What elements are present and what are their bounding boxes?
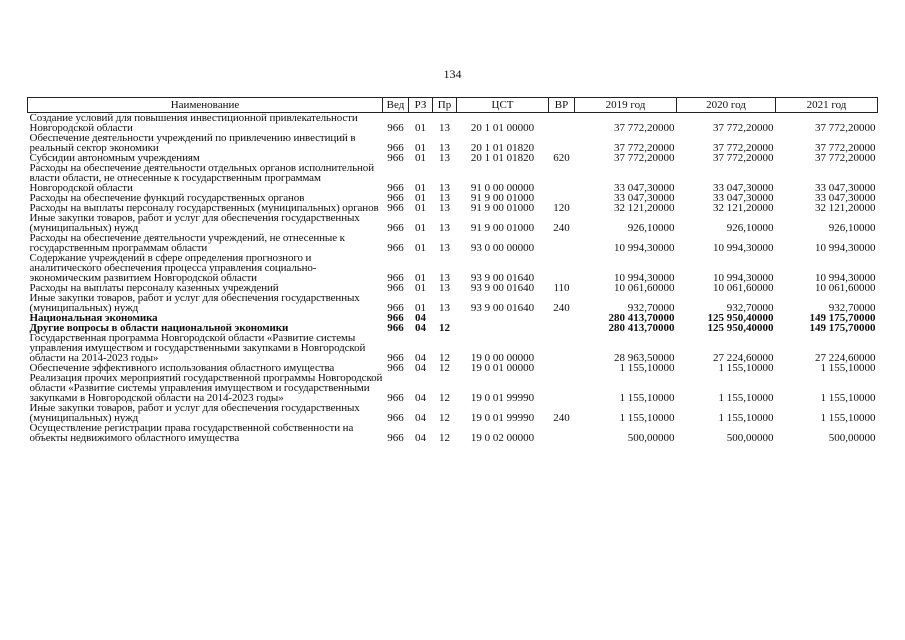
- cell-cst: 93 9 00 01640: [470, 302, 535, 314]
- header-2020: 2020 год: [677, 98, 776, 113]
- cell-rz: 01: [415, 242, 426, 254]
- cell-rz: 01: [415, 192, 426, 204]
- cell-2020: 10 994,30000: [713, 272, 774, 284]
- cell-cst: 91 9 00 01000: [470, 192, 535, 204]
- cell-2020: 932,70000: [726, 302, 774, 314]
- cell-2019: 926,10000: [627, 222, 675, 234]
- cell-2021: 37 772,20000: [815, 142, 876, 154]
- cell-vr: 240: [553, 222, 570, 234]
- cell-vr: [549, 423, 575, 443]
- cell-ved: 966: [387, 352, 404, 364]
- table-row: [28, 233, 878, 253]
- cell-2021: 10 061,60000: [815, 282, 876, 294]
- cell-vr: [549, 363, 575, 373]
- cell-rz: 04: [415, 352, 426, 364]
- cell-2020: 27 224,60000: [713, 352, 774, 364]
- cell-ved: 966: [387, 412, 404, 424]
- cell-ved: 966: [387, 432, 404, 444]
- cell-pr: 13: [439, 152, 450, 164]
- cell-vr: 620: [553, 152, 570, 164]
- cell-2021: 33 047,30000: [815, 192, 876, 204]
- cell-2019: 33 047,30000: [614, 182, 675, 194]
- header-rz: РЗ: [409, 98, 433, 113]
- cell-name: Создание условий для повышения инвестиционной привлекательности Новгородской области: [29, 112, 358, 134]
- cell-ved: 966: [387, 322, 404, 334]
- table-row: [28, 403, 878, 423]
- cell-2019: 37 772,20000: [614, 152, 675, 164]
- cell-cst: [457, 323, 549, 333]
- cell-pr: 12: [439, 412, 450, 424]
- cell-cst: 91 0 00 00000: [470, 182, 535, 194]
- cell-cst: 91 9 00 01000: [470, 202, 535, 214]
- cell-ved: 966: [387, 182, 404, 194]
- cell-name: Иные закупки товаров, работ и услуг для обеспечения государственных (муниципальных) нужд: [29, 402, 360, 424]
- cell-2020: 33 047,30000: [713, 182, 774, 194]
- cell-rz: 01: [415, 222, 426, 234]
- cell-cst: 91 9 00 01000: [470, 222, 535, 234]
- cell-ved: 966: [387, 242, 404, 254]
- cell-2019: 932,70000: [627, 302, 675, 314]
- cell-vr: [549, 133, 575, 153]
- cell-2021: 149 175,70000: [809, 312, 876, 324]
- cell-vr: [549, 313, 575, 323]
- cell-2020: 1 155,10000: [718, 362, 774, 374]
- table-header-row: [28, 98, 878, 113]
- cell-ved: 966: [387, 302, 404, 314]
- cell-2019: 10 061,60000: [614, 282, 675, 294]
- cell-name: Расходы на выплаты персоналу государственных (муниципальных) органов: [29, 202, 379, 214]
- cell-cst: 20 1 01 01820: [470, 142, 535, 154]
- cell-ved: 966: [387, 142, 404, 154]
- cell-vr: [549, 233, 575, 253]
- cell-rz: 01: [415, 302, 426, 314]
- cell-ved: 966: [387, 222, 404, 234]
- table-row: [28, 133, 878, 153]
- header-ved: Вед: [383, 98, 409, 113]
- cell-name: Реализация прочих мероприятий государственной программы Новгородской области «Развитие системы управления имуществом и государственными закупками в Новгородской области на 2014-2023 годы»: [29, 372, 383, 404]
- cell-name: Государственная программа Новгородской области «Развитие системы управления имуществом и государственными закупками в Новгородской области на 2014-2023 годы»: [29, 332, 366, 364]
- cell-rz: 04: [415, 392, 426, 404]
- cell-2021: 10 994,30000: [815, 272, 876, 284]
- cell-rz: 01: [415, 152, 426, 164]
- cell-name: Содержание учреждений в сфере определения прогнозного и аналитического обеспечения процесса управления социально-экономическим развитием Новгородской области: [29, 252, 317, 284]
- cell-2019: 28 963,50000: [614, 352, 675, 364]
- cell-2020: 37 772,20000: [713, 152, 774, 164]
- cell-pr: 13: [439, 282, 450, 294]
- cell-2020: 926,10000: [726, 222, 774, 234]
- cell-rz: 04: [415, 312, 426, 324]
- cell-name: Обеспечение деятельности учреждений по привлечению инвестиций в реальный сектор экономики: [29, 132, 356, 154]
- cell-ved: 966: [387, 192, 404, 204]
- cell-2019: 280 413,70000: [608, 312, 675, 324]
- cell-2021: 500,00000: [828, 432, 876, 444]
- header-2019: 2019 год: [575, 98, 677, 113]
- table-row: [28, 163, 878, 193]
- cell-2021: 1 155,10000: [820, 362, 876, 374]
- cell-2021: 37 772,20000: [815, 122, 876, 134]
- cell-pr: 12: [439, 362, 450, 374]
- cell-pr: 13: [439, 272, 450, 284]
- cell-name: Расходы на выплаты персоналу казенных учреждений: [29, 282, 279, 294]
- cell-2020: 10 994,30000: [713, 242, 774, 254]
- header-vr: ВР: [549, 98, 575, 113]
- cell-2021: 1 155,10000: [820, 392, 876, 404]
- cell-2019: 32 121,20000: [614, 202, 675, 214]
- cell-2019: 10 994,30000: [614, 272, 675, 284]
- cell-2019: 33 047,30000: [614, 192, 675, 204]
- cell-pr: 13: [439, 192, 450, 204]
- cell-rz: 04: [415, 322, 426, 334]
- table-row: [28, 253, 878, 283]
- cell-2020: 32 121,20000: [713, 202, 774, 214]
- cell-cst: 19 0 01 99990: [470, 412, 535, 424]
- cell-2019: 1 155,10000: [619, 392, 675, 404]
- cell-rz: 01: [415, 282, 426, 294]
- cell-ved: 966: [387, 282, 404, 294]
- cell-2020: 125 950,40000: [707, 312, 774, 324]
- header-2021: 2021 год: [776, 98, 878, 113]
- cell-2020: 500,00000: [726, 432, 774, 444]
- cell-ved: 966: [387, 362, 404, 374]
- cell-ved: 966: [387, 202, 404, 214]
- cell-2021: 37 772,20000: [815, 152, 876, 164]
- cell-cst: 93 9 00 01640: [470, 272, 535, 284]
- cell-name: Расходы на обеспечение функций государственных органов: [29, 192, 305, 204]
- cell-pr: 13: [439, 302, 450, 314]
- cell-rz: 01: [415, 142, 426, 154]
- cell-2021: 1 155,10000: [820, 412, 876, 424]
- cell-cst: 19 0 02 00000: [470, 432, 535, 444]
- cell-name: Субсидии автономным учреждениям: [29, 152, 200, 164]
- cell-2020: 33 047,30000: [713, 192, 774, 204]
- cell-pr: 12: [439, 432, 450, 444]
- cell-ved: 966: [387, 272, 404, 284]
- cell-pr: 13: [439, 222, 450, 234]
- cell-name: Иные закупки товаров, работ и услуг для обеспечения государственных (муниципальных) нужд: [29, 292, 360, 314]
- cell-2019: 280 413,70000: [608, 322, 675, 334]
- page-number: 134: [443, 67, 462, 81]
- cell-cst: 19 0 01 00000: [470, 362, 535, 374]
- cell-rz: 01: [415, 272, 426, 284]
- cell-2020: 37 772,20000: [713, 122, 774, 134]
- header-cst: ЦСТ: [457, 98, 549, 113]
- cell-ved: 966: [387, 392, 404, 404]
- cell-name: Расходы на обеспечение деятельности отдельных органов исполнительной власти области, не отнесенные к государственным программам Новгородской области: [29, 162, 374, 194]
- cell-2020: 1 155,10000: [718, 412, 774, 424]
- cell-pr: 13: [439, 182, 450, 194]
- cell-vr: [549, 253, 575, 283]
- cell-2019: 37 772,20000: [614, 142, 675, 154]
- cell-rz: 01: [415, 202, 426, 214]
- table-row: [28, 333, 878, 363]
- cell-ved: 966: [387, 152, 404, 164]
- cell-pr: 12: [439, 322, 450, 334]
- cell-pr: 12: [439, 352, 450, 364]
- cell-name: Иные закупки товаров, работ и услуг для обеспечения государственных (муниципальных) нужд: [29, 212, 360, 234]
- cell-cst: 93 0 00 00000: [470, 242, 535, 254]
- cell-vr: [549, 113, 575, 134]
- cell-vr: 240: [553, 412, 570, 424]
- cell-2020: 125 950,40000: [707, 322, 774, 334]
- table-row: [28, 293, 878, 313]
- cell-name: Обеспечение эффективного использования областного имущества: [29, 362, 335, 374]
- cell-2019: 500,00000: [627, 432, 675, 444]
- cell-vr: [549, 373, 575, 403]
- cell-name: Другие вопросы в области национальной экономики: [29, 322, 289, 334]
- cell-vr: 240: [553, 302, 570, 314]
- cell-2021: 149 175,70000: [809, 322, 876, 334]
- cell-vr: [549, 163, 575, 193]
- header-name: Наименование: [28, 98, 383, 113]
- cell-cst: 93 9 00 01640: [470, 282, 535, 294]
- cell-cst: 20 1 01 00000: [470, 122, 535, 134]
- cell-rz: 01: [415, 182, 426, 194]
- cell-ved: 966: [387, 122, 404, 134]
- cell-pr: 13: [439, 122, 450, 134]
- cell-vr: 120: [553, 202, 570, 214]
- table-row: [28, 213, 878, 233]
- cell-name: Осуществление регистрации права государственной собственности на объекты недвижимого областного имущества: [29, 422, 354, 444]
- cell-vr: [549, 323, 575, 333]
- cell-2021: 932,70000: [828, 302, 876, 314]
- cell-2021: 10 994,30000: [815, 242, 876, 254]
- cell-vr: 110: [553, 282, 570, 294]
- cell-2020: 1 155,10000: [718, 392, 774, 404]
- cell-2019: 1 155,10000: [619, 362, 675, 374]
- cell-rz: 04: [415, 432, 426, 444]
- cell-2021: 27 224,60000: [815, 352, 876, 364]
- cell-pr: 13: [439, 202, 450, 214]
- table-row: [28, 373, 878, 403]
- table-body: [28, 113, 878, 444]
- cell-cst: 19 0 00 00000: [470, 352, 535, 364]
- cell-cst: [457, 313, 549, 323]
- cell-2021: 32 121,20000: [815, 202, 876, 214]
- cell-pr: 13: [439, 142, 450, 154]
- cell-2020: 37 772,20000: [713, 142, 774, 154]
- table-row: [28, 423, 878, 443]
- cell-vr: [549, 333, 575, 363]
- cell-2019: 1 155,10000: [619, 412, 675, 424]
- table-row: [28, 113, 878, 134]
- cell-rz: 04: [415, 412, 426, 424]
- cell-2019: 10 994,30000: [614, 242, 675, 254]
- cell-rz: 04: [415, 362, 426, 374]
- cell-2021: 926,10000: [828, 222, 876, 234]
- budget-table: [27, 97, 878, 443]
- cell-cst: 19 0 01 99990: [470, 392, 535, 404]
- cell-2021: 33 047,30000: [815, 182, 876, 194]
- cell-pr: 12: [439, 392, 450, 404]
- cell-2019: 37 772,20000: [614, 122, 675, 134]
- cell-ved: 966: [387, 312, 404, 324]
- header-pr: Пр: [433, 98, 457, 113]
- cell-pr: 13: [439, 242, 450, 254]
- cell-rz: 01: [415, 122, 426, 134]
- cell-cst: 20 1 01 01820: [470, 152, 535, 164]
- cell-name: Национальная экономика: [29, 312, 158, 324]
- cell-name: Расходы на обеспечение деятельности учреждений, не отнесенные к государственным программам области: [29, 232, 345, 254]
- cell-2020: 10 061,60000: [713, 282, 774, 294]
